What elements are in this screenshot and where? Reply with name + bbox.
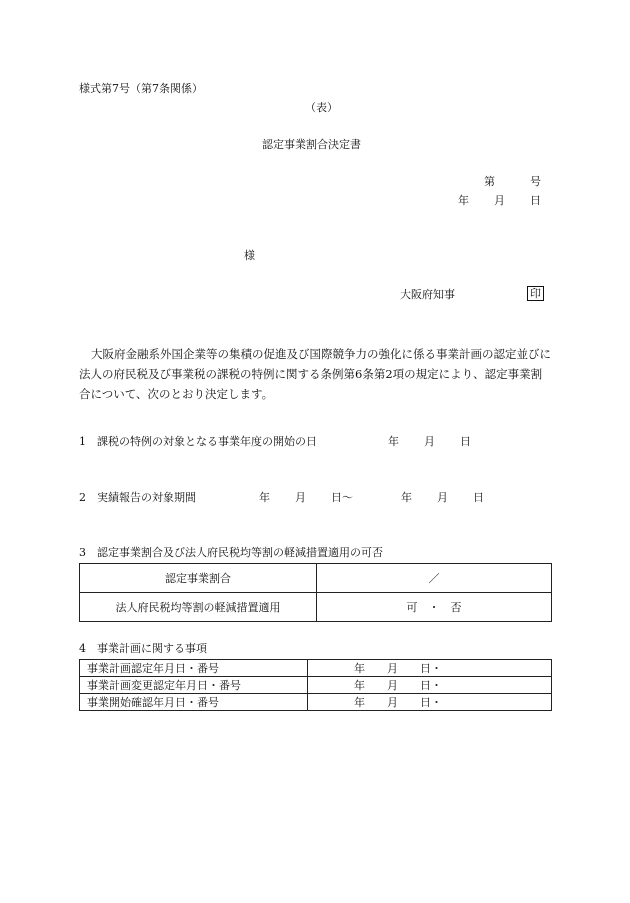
section1-year: 年	[388, 435, 399, 448]
section4-table	[79, 659, 552, 711]
section2-day1: 日〜	[331, 491, 353, 504]
recipient-suffix: 様	[244, 249, 255, 262]
section3-table	[79, 563, 552, 622]
section3-row1-label: 認定事業割合	[80, 564, 317, 593]
issuer: 大阪府知事	[400, 288, 455, 301]
section4-row1-value: 年 月 日・	[308, 660, 552, 677]
table-row	[80, 564, 552, 593]
section2-day2: 日	[473, 491, 484, 504]
section1-day: 日	[460, 435, 471, 448]
section2-month2: 月	[437, 491, 448, 504]
section4-row2-label: 事業計画変更認定年月日・番号	[80, 677, 308, 694]
section4-row2-value: 年 月 日・	[308, 677, 552, 694]
section1-label: 1 課税の特例の対象となる事業年度の開始の日	[79, 435, 317, 448]
table-row	[80, 694, 552, 711]
section2-label: 2 実績報告の対象期間	[79, 491, 196, 504]
ref-dai: 第	[484, 175, 495, 188]
section2-year1: 年	[259, 491, 270, 504]
table-row	[80, 677, 552, 694]
section3-row2-value: 可 ・ 否	[317, 593, 552, 622]
section4-row3-label: 事業開始確認年月日・番号	[80, 694, 308, 711]
section4-row1-label: 事業計画認定年月日・番号	[80, 660, 308, 677]
ref-go: 号	[530, 175, 541, 188]
form-number: 様式第7号（第7条関係）	[79, 82, 203, 95]
section3-label: 3 認定事業割合及び法人府民税均等割の軽減措置適用の可否	[79, 546, 383, 559]
section2-month1: 月	[295, 491, 306, 504]
section3-row2-label: 法人府民税均等割の軽減措置適用	[80, 593, 317, 622]
section4-row3-value: 年 月 日・	[308, 694, 552, 711]
date-month: 月	[494, 194, 505, 207]
table-row	[80, 660, 552, 677]
section4-label: 4 事業計画に関する事項	[79, 642, 207, 655]
date-day: 日	[530, 194, 541, 207]
document-title: 認定事業割合決定書	[262, 138, 361, 151]
section1-month: 月	[424, 435, 435, 448]
date-year: 年	[458, 194, 469, 207]
section3-row1-value: ／	[317, 564, 552, 593]
body-paragraph: 大阪府金融系外国企業等の集積の促進及び国際競争力の強化に係る事業計画の認定並びに法人の府民税及び事業税の課税の特例に関する条例第6条第2項の規定により、認定事業割合について、次のとおり決定します。	[79, 347, 551, 401]
table-row	[80, 593, 552, 622]
side-label: （表）	[305, 101, 338, 114]
seal-mark: 印	[527, 286, 544, 301]
section2-year2: 年	[401, 491, 412, 504]
